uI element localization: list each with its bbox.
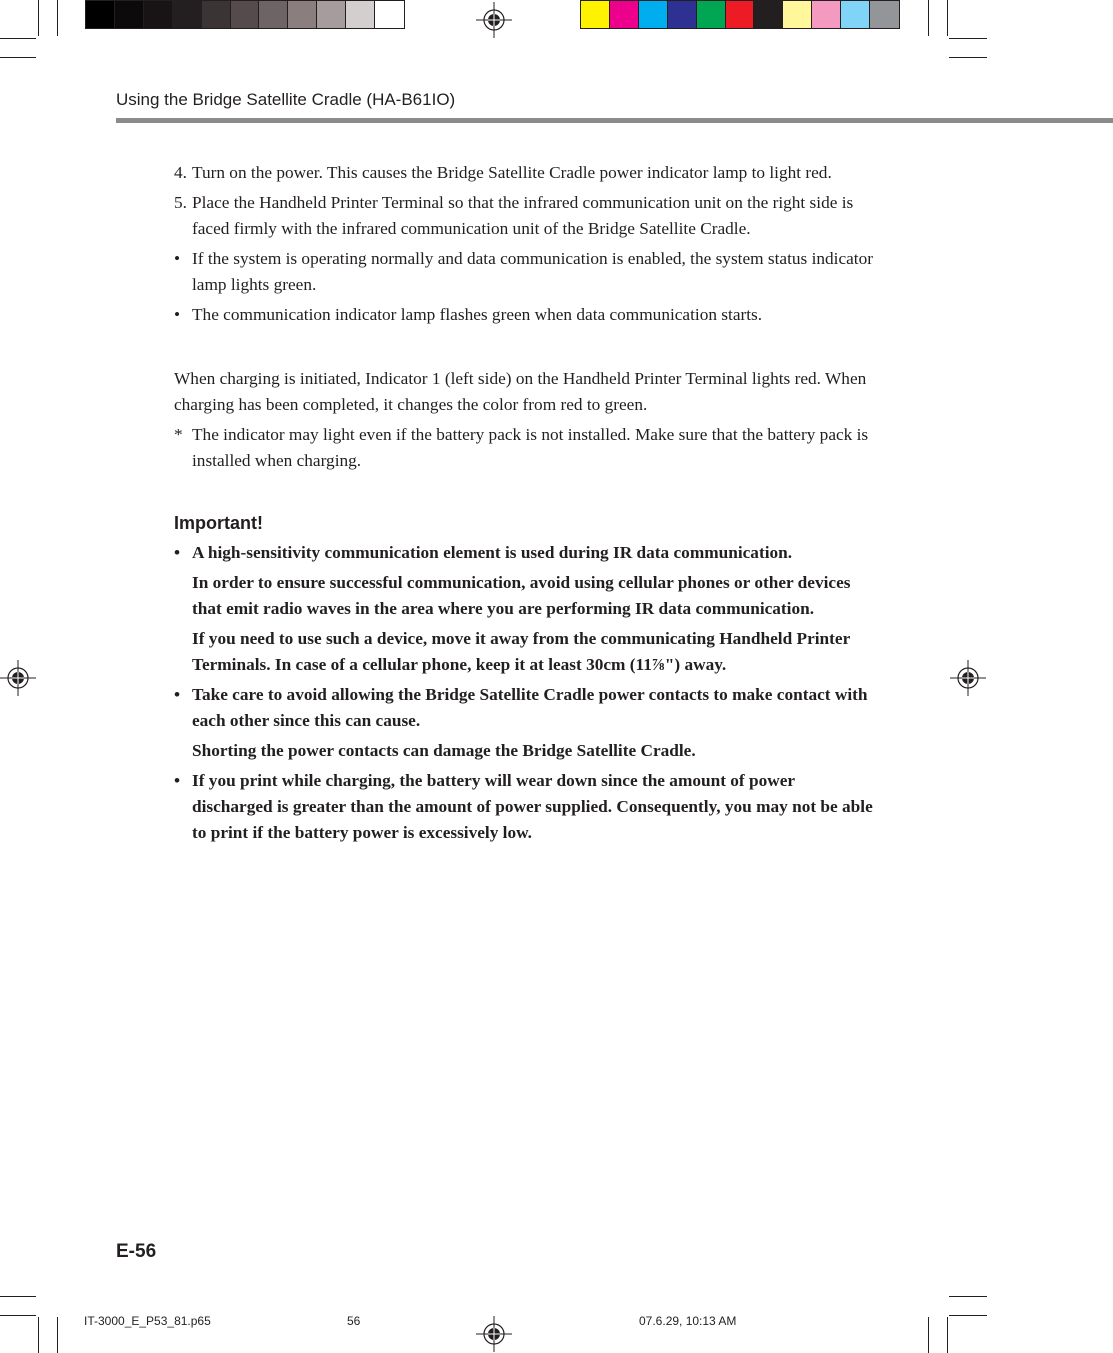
color-swatch xyxy=(841,1,870,28)
color-swatch xyxy=(726,1,755,28)
grayscale-color-bar xyxy=(85,0,405,29)
registration-mark-icon xyxy=(476,1316,512,1352)
color-swatch xyxy=(639,1,668,28)
bullet-item xyxy=(174,246,874,298)
important-detail: Shorting the power contacts can damage the Bridge Satellite Cradle. xyxy=(192,741,696,760)
bullet-icon: • xyxy=(174,543,181,562)
running-head: Using the Bridge Satellite Cradle (HA-B61IO) xyxy=(116,90,456,109)
bullet-icon: • xyxy=(174,249,181,268)
crop-mark xyxy=(947,1317,948,1353)
slug-date: 07.6.29, 10:13 AM xyxy=(639,1314,737,1328)
color-swatch xyxy=(697,1,726,28)
gray-swatch xyxy=(317,1,346,28)
step-number: 5. xyxy=(174,193,187,212)
important-lead: A high-sensitivity communication element is used during IR data communication. xyxy=(192,543,793,562)
gray-swatch xyxy=(173,1,202,28)
registration-mark-icon xyxy=(950,660,986,696)
crop-mark xyxy=(949,38,987,39)
slug-page: 56 xyxy=(347,1314,361,1328)
gray-swatch xyxy=(259,1,288,28)
important-lead: If you print while charging, the battery will wear down since the amount of power discharged is greater than the amount of power supplied. Consequently, you may not be able to print if the battery power is excessively low. xyxy=(192,771,873,842)
registration-mark-icon xyxy=(0,660,36,696)
crop-mark xyxy=(949,1315,987,1316)
page-number: E-56 xyxy=(116,1241,157,1262)
gray-swatch xyxy=(86,1,115,28)
crop-mark xyxy=(0,1315,36,1316)
registration-mark-icon xyxy=(476,2,512,38)
gray-swatch xyxy=(144,1,173,28)
color-swatch xyxy=(870,1,899,28)
important-heading: Important! xyxy=(174,513,263,533)
gray-swatch xyxy=(231,1,260,28)
crop-mark xyxy=(947,0,948,36)
bullet-icon: • xyxy=(174,685,181,704)
crop-mark xyxy=(928,1317,929,1353)
gray-swatch xyxy=(115,1,144,28)
color-swatch xyxy=(754,1,783,28)
important-item xyxy=(174,768,874,846)
crop-mark xyxy=(0,38,36,39)
charging-note-text: The indicator may light even if the battery pack is not installed. Make sure that the battery pack is installed when charging. xyxy=(192,425,869,470)
important-lead: Take care to avoid allowing the Bridge Satellite Cradle power contacts to make contact with each other since this can cause. xyxy=(192,685,868,730)
charging-paragraph: When charging is initiated, Indicator 1 (left side) on the Handheld Printer Terminal lights red. When charging has been completed, it changes the color from red to green. xyxy=(174,369,867,414)
gray-swatch xyxy=(202,1,231,28)
header-rule xyxy=(116,118,1113,123)
step-number: 4. xyxy=(174,163,187,182)
gray-swatch xyxy=(288,1,317,28)
color-swatch xyxy=(783,1,812,28)
important-detail: If you need to use such a device, move it away from the communicating Handheld Printer Terminals. In case of a cellular phone, keep it at least 30cm (11⅞") away. xyxy=(192,629,850,674)
crop-mark xyxy=(57,1317,58,1353)
important-item xyxy=(174,540,874,566)
process-color-bar xyxy=(580,0,900,29)
crop-mark xyxy=(928,0,929,36)
crop-mark xyxy=(38,1317,39,1353)
important-detail: In order to ensure successful communication, avoid using cellular phones or other devices that emit radio waves in the area where you are performing IR data communication. xyxy=(192,573,851,618)
bullet-text: If the system is operating normally and data communication is enabled, the system status indicator lamp lights green. xyxy=(192,249,874,294)
color-swatch xyxy=(610,1,639,28)
bullet-text: The communication indicator lamp flashes green when data communication starts. xyxy=(192,305,763,324)
crop-mark xyxy=(57,0,58,36)
gray-swatch xyxy=(346,1,375,28)
bullet-icon: • xyxy=(174,305,181,324)
color-swatch xyxy=(812,1,841,28)
crop-mark xyxy=(38,0,39,36)
important-item xyxy=(174,682,874,734)
step-item xyxy=(174,160,874,186)
crop-mark xyxy=(949,57,987,58)
bullet-icon: • xyxy=(174,771,181,790)
color-swatch xyxy=(668,1,697,28)
asterisk-icon: * xyxy=(174,425,183,444)
crop-mark xyxy=(0,1296,36,1297)
bullet-item xyxy=(174,302,874,328)
charging-note xyxy=(174,422,874,474)
crop-mark xyxy=(949,1296,987,1297)
slug-filename: IT-3000_E_P53_81.p65 xyxy=(84,1314,211,1328)
step-item xyxy=(174,190,874,242)
crop-mark xyxy=(0,57,36,58)
color-swatch xyxy=(581,1,610,28)
page-content xyxy=(174,160,874,846)
gray-swatch xyxy=(375,1,404,28)
step-text: Turn on the power. This causes the Bridge Satellite Cradle power indicator lamp to light red. xyxy=(192,163,832,182)
step-text: Place the Handheld Printer Terminal so that the infrared communication unit on the right side is faced firmly with the infrared communication unit of the Bridge Satellite Cradle. xyxy=(192,193,854,238)
